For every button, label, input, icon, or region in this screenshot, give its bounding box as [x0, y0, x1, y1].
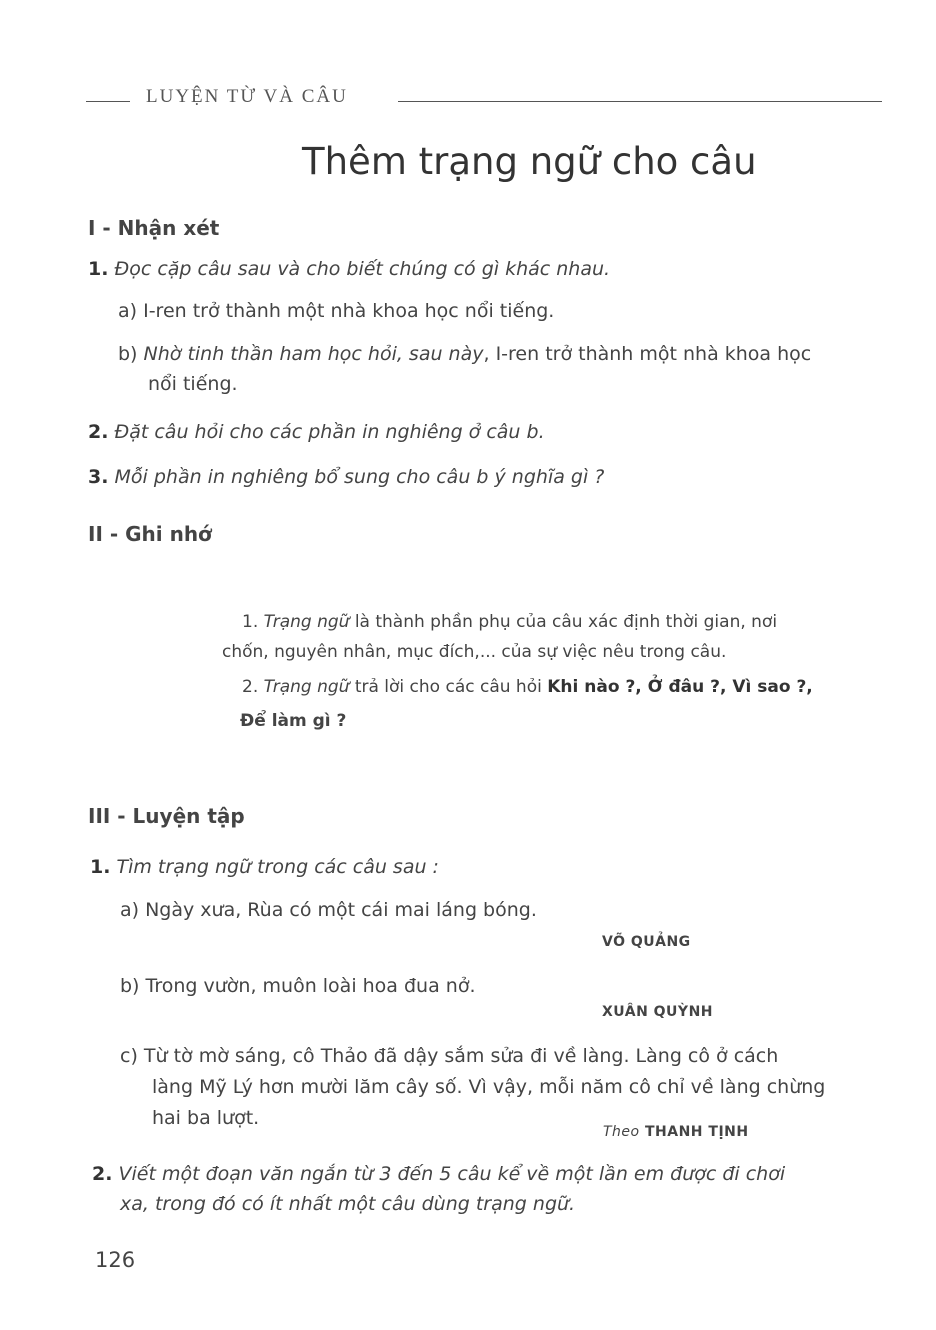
question-3: 3. Mỗi phần in nghiêng bổ sung cho câu b ý nghĩa gì ?: [88, 466, 605, 488]
memo-item-2: 2. Trạng ngữ trả lời cho các câu hỏi Khi nào ?, Ở đâu ?, Vì sao ?,: [242, 677, 813, 697]
author-xuan-quynh: XUÂN QUỲNH: [602, 1004, 713, 1020]
memo-item-1: 1. Trạng ngữ là thành phần phụ của câu xác định thời gian, nơi: [242, 612, 778, 632]
page-number: 126: [95, 1248, 136, 1272]
heading-nhan-xet: I - Nhận xét: [88, 216, 220, 240]
question-2: 2. Đặt câu hỏi cho các phần in nghiêng ở câu b.: [88, 421, 545, 443]
exercise-1c-line1: c) Từ tờ mờ sáng, cô Thảo đã dậy sắm sửa đi về làng. Làng cô ở cách: [120, 1045, 779, 1067]
sentence-b: b) Nhờ tinh thần ham học hỏi, sau này, I-ren trở thành một nhà khoa học: [118, 343, 812, 365]
author-vo-quang: VÕ QUẢNG: [602, 934, 691, 950]
sentence-b-line2: nổi tiếng.: [148, 373, 238, 395]
exercise-2: 2. Viết một đoạn văn ngắn từ 3 đến 5 câu kể về một lần em được đi chơi: [92, 1163, 786, 1185]
header-rule-left: [86, 101, 130, 102]
section-label: LUYỆN TỪ VÀ CÂU: [146, 86, 348, 107]
heading-luyen-tap: III - Luyện tập: [88, 804, 245, 828]
question-1: 1. Đọc cặp câu sau và cho biết chúng có gì khác nhau.: [88, 258, 611, 280]
exercise-1c-line3: hai ba lượt.: [152, 1107, 260, 1129]
heading-ghi-nho: II - Ghi nhớ: [88, 522, 212, 546]
exercise-1: 1. Tìm trạng ngữ trong các câu sau :: [90, 856, 439, 878]
header-rule-right: [398, 101, 882, 102]
sentence-a: a) I-ren trở thành một nhà khoa học nổi tiếng.: [118, 300, 555, 322]
author-thanh-tinh: Theo THANH TỊNH: [603, 1124, 749, 1140]
exercise-1a: a) Ngày xưa, Rùa có một cái mai láng bóng.: [120, 899, 537, 921]
page-title: Thêm trạng ngữ cho câu: [302, 140, 757, 183]
exercise-1b: b) Trong vườn, muôn loài hoa đua nở.: [120, 975, 476, 997]
memo-item-2-line2: Để làm gì ?: [240, 711, 347, 731]
exercise-2-line2: xa, trong đó có ít nhất một câu dùng trạng ngữ.: [120, 1193, 576, 1215]
memo-item-1-line2: chốn, nguyên nhân, mục đích,... của sự việc nêu trong câu.: [222, 642, 727, 662]
exercise-1c-line2: làng Mỹ Lý hơn mười lăm cây số. Vì vậy, mỗi năm cô chỉ về làng chừng: [152, 1076, 826, 1098]
